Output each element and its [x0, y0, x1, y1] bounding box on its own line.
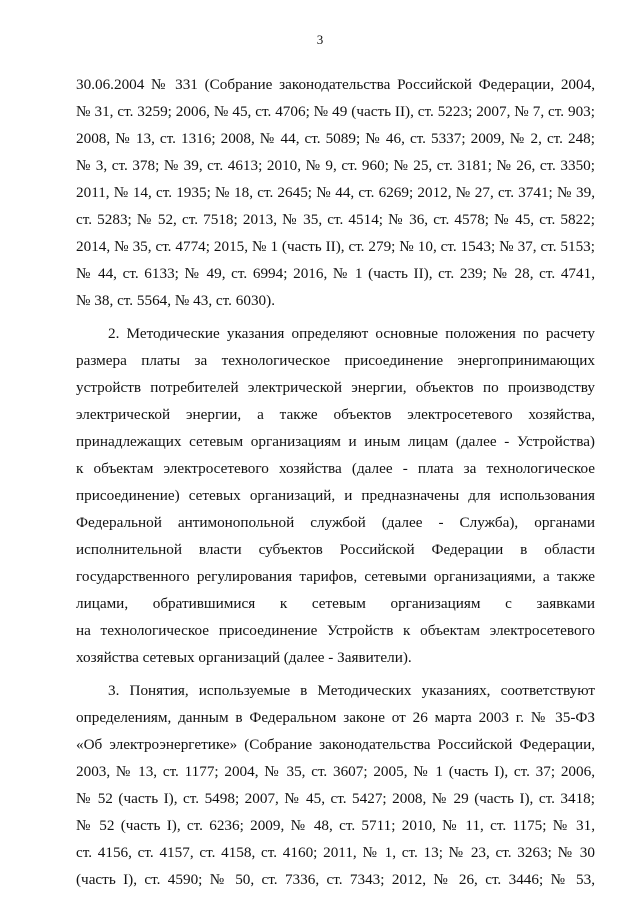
text-line: «Об электроэнергетике» (Собрание законодательства Российской Федерации, [76, 736, 595, 753]
text-line: 30.06.2004 № 331 (Собрание законодательства Российской Федерации, 2004, [76, 76, 595, 93]
text-line: № 31, ст. 3259; 2006, № 45, ст. 4706; № 49 (часть II), ст. 5223; 2007, № 7, ст. 903; [76, 103, 595, 120]
text-line: ст. 4156, ст. 4157, ст. 4158, ст. 4160; 2011, № 1, ст. 13; № 23, ст. 3263; № 30 [76, 844, 595, 861]
text-line: лицами, обратившимися к сетевым организациям с заявками [76, 595, 595, 612]
document-body [76, 71, 595, 893]
text-line: государственного регулирования тарифов, сетевыми организациями, а также [76, 568, 595, 585]
text-line: исполнительной власти субъектов Российской Федерации в области [76, 541, 595, 558]
text-line: № 38, ст. 5564, № 43, ст. 6030). [76, 292, 275, 309]
text-line: 2008, № 13, ст. 1316; 2008, № 44, ст. 5089; № 46, ст. 5337; 2009, № 2, ст. 248; [76, 130, 595, 147]
text-line: № 3, ст. 378; № 39, ст. 4613; 2010, № 9, ст. 960; № 25, ст. 3181; № 26, ст. 3350; [76, 157, 595, 174]
text-line: (часть I), ст. 4590; № 50, ст. 7336, ст. 7343; 2012, № 26, ст. 3446; № 53, [76, 871, 595, 888]
text-line: хозяйства сетевых организаций (далее - Заявители). [76, 649, 412, 666]
text-line: присоединение) сетевых организаций, и предназначены для использования [76, 487, 595, 504]
text-line: Федеральной антимонопольной службой (далее - Служба), органами [76, 514, 595, 531]
text-line: на технологическое присоединение Устройств к объектам электросетевого [76, 622, 595, 639]
text-line: 2011, № 14, ст. 1935; № 18, ст. 2645; № 44, ст. 6269; 2012, № 27, ст. 3741; № 39, [76, 184, 595, 201]
text-line: размера платы за технологическое присоединение энергопринимающих [76, 352, 595, 369]
text-line: № 52 (часть I), ст. 5498; 2007, № 45, ст. 5427; 2008, № 29 (часть I), ст. 3418; [76, 790, 595, 807]
text-line: 2. Методические указания определяют основные положения по расчету [108, 325, 595, 342]
paragraph-3 [76, 677, 595, 893]
text-line: 3. Понятия, используемые в Методических указаниях, соответствуют [108, 682, 595, 699]
text-line: № 44, ст. 6133; № 49, ст. 6994; 2016, № 1 (часть II), ст. 239; № 28, ст. 4741, [76, 265, 595, 282]
text-line: определениям, данным в Федеральном законе от 26 марта 2003 г. № 35-ФЗ [76, 709, 595, 726]
text-line: к объектам электросетевого хозяйства (далее - плата за технологическое [76, 460, 595, 477]
text-line: принадлежащих сетевым организациям и иным лицам (далее - Устройства) [76, 433, 595, 450]
text-line: 2003, № 13, ст. 1177; 2004, № 35, ст. 3607; 2005, № 1 (часть I), ст. 37; 2006, [76, 763, 595, 780]
text-line: устройств потребителей электрической энергии, объектов по производству [76, 379, 595, 396]
text-line: № 52 (часть I), ст. 6236; 2009, № 48, ст. 5711; 2010, № 11, ст. 1175; № 31, [76, 817, 595, 834]
text-line: 2014, № 35, ст. 4774; 2015, № 1 (часть II), ст. 279; № 10, ст. 1543; № 37, ст. 5153; [76, 238, 595, 255]
text-line: ст. 5283; № 52, ст. 7518; 2013, № 35, ст. 4514; № 36, ст. 4578; № 45, ст. 5822; [76, 211, 595, 228]
text-line: электрической энергии, а также объектов электросетевого хозяйства, [76, 406, 595, 423]
paragraph-1 [76, 71, 595, 314]
paragraph-2 [76, 320, 595, 671]
page-number: 3 [316, 32, 324, 47]
